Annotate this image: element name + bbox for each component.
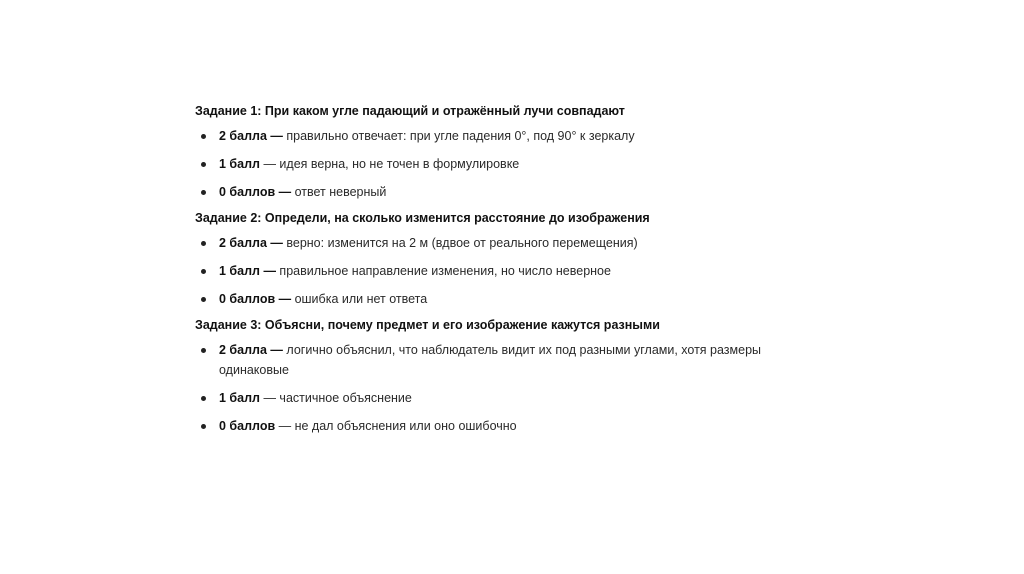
task-title: Задание 3: Объясни, почему предмет и его изображение кажутся разными bbox=[195, 318, 660, 332]
criterion-item bbox=[195, 154, 815, 174]
criterion-points: 2 балла — bbox=[219, 236, 283, 250]
criterion-points: 0 баллов bbox=[219, 419, 276, 433]
bullet-icon bbox=[201, 241, 206, 246]
criterion-points: 1 балл — bbox=[219, 264, 276, 278]
criterion-item bbox=[195, 388, 815, 408]
grading-criteria bbox=[195, 103, 815, 444]
criterion-item bbox=[195, 126, 815, 146]
criterion-points: 1 балл bbox=[219, 391, 260, 405]
criterion-text: — идея верна, но не точен в формулировке bbox=[259, 157, 520, 171]
criterion-text: — частичное объяснение bbox=[259, 391, 412, 405]
criterion-item bbox=[195, 233, 815, 253]
criterion-text: ответ неверный bbox=[291, 185, 387, 199]
criteria-list bbox=[195, 126, 815, 202]
criterion-item bbox=[195, 340, 815, 380]
bullet-icon bbox=[201, 424, 206, 429]
criterion-text: верно: изменится на 2 м (вдвое от реального перемещения) bbox=[282, 236, 638, 250]
bullet-icon bbox=[201, 348, 206, 353]
criterion-text: — не дал объяснения или оно ошибочно bbox=[275, 419, 517, 433]
bullet-icon bbox=[201, 190, 206, 195]
bullet-icon bbox=[201, 297, 206, 302]
criterion-points: 2 балла — bbox=[219, 129, 283, 143]
criterion-text: правильное направление изменения, но число неверное bbox=[275, 264, 611, 278]
criterion-points: 0 баллов — bbox=[219, 292, 292, 306]
criteria-list bbox=[195, 340, 815, 436]
bullet-icon bbox=[201, 396, 206, 401]
criterion-item bbox=[195, 261, 815, 281]
criterion-item bbox=[195, 289, 815, 309]
criterion-points: 0 баллов — bbox=[219, 185, 292, 199]
task-1 bbox=[195, 103, 815, 202]
bullet-icon bbox=[201, 269, 206, 274]
task-2 bbox=[195, 210, 815, 309]
task-title: Задание 1: При каком угле падающий и отражённый лучи совпадают bbox=[195, 104, 625, 118]
bullet-icon bbox=[201, 162, 206, 167]
criterion-item bbox=[195, 182, 815, 202]
criterion-text: логично объяснил, что наблюдатель видит их под разными углами, хотя размеры одинаковые bbox=[219, 343, 762, 377]
criterion-item bbox=[195, 416, 815, 436]
criterion-text: правильно отвечает: при угле падения 0°, под 90° к зеркалу bbox=[282, 129, 635, 143]
task-title: Задание 2: Определи, на сколько изменится расстояние до изображения bbox=[195, 211, 650, 225]
task-3 bbox=[195, 317, 815, 436]
criterion-text: ошибка или нет ответа bbox=[291, 292, 428, 306]
bullet-icon bbox=[201, 134, 206, 139]
criteria-list bbox=[195, 233, 815, 309]
criterion-points: 1 балл bbox=[219, 157, 260, 171]
criterion-points: 2 балла — bbox=[219, 343, 283, 357]
